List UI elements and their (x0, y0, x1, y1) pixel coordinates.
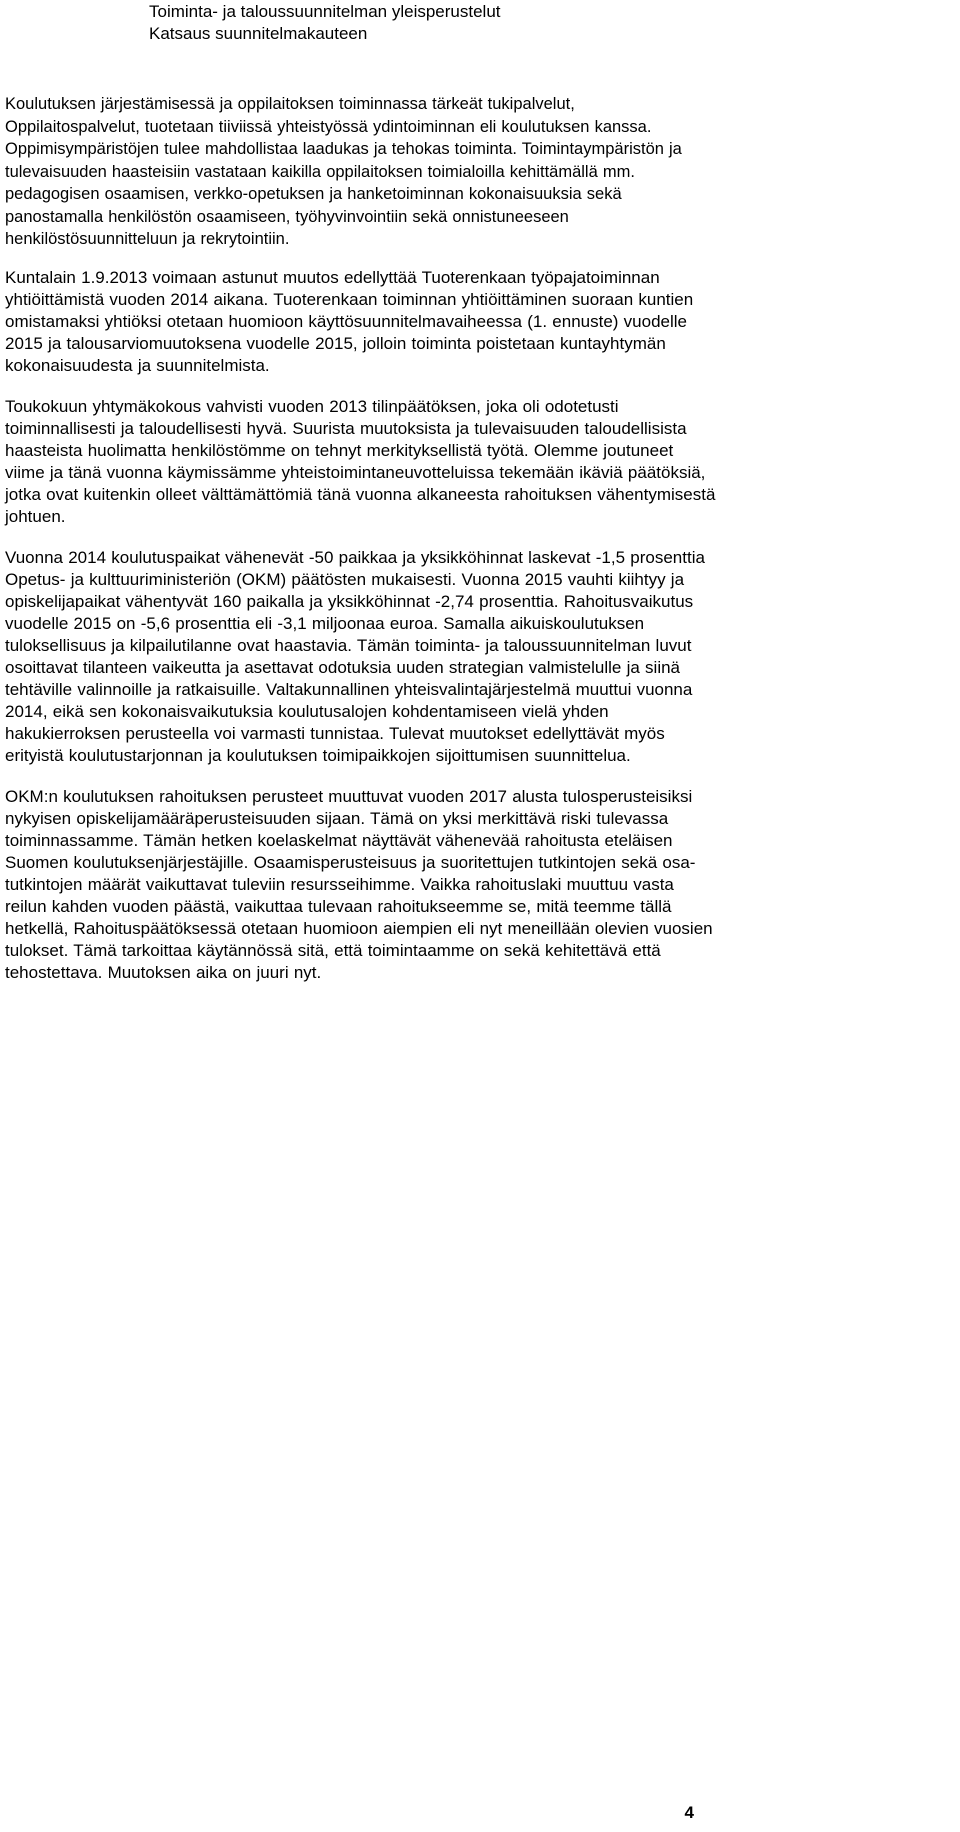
page-header (0, 0, 960, 48)
header-title: Toiminta- ja taloussuunnitelman yleisperustelut (149, 2, 501, 21)
page-number: 4 (684, 1803, 694, 1822)
header-subtitle: Katsaus suunnitelmakauteen (149, 24, 368, 43)
paragraph-annual-meeting: Toukokuun yhtymäkokous vahvisti vuoden 2013 tilinpäätöksen, joka oli odotetusti toiminnallisesti ja taloudellisesti hyvä. Suurista muutoksista ja tulevaisuuden taloudellisista haasteista huolimatta henkilöstömme on tehnyt merkityksellistä työtä. Olemme joutuneet viime ja tänä vuonna käymissämme yhteistoimintaneuvotteluissa tekemään ikäviä päätöksiä, jotka ovat kuitenkin olleet välttämättömiä tänä vuonna alkaneesta rahoituksen vähentymisestä johtuen. (5, 396, 716, 526)
paragraph-training-places: Vuonna 2014 koulutuspaikat vähenevät -50 paikkaa ja yksikköhinnat laskevat -1,5 prosenttia Opetus- ja kulttuuriministeriön (OKM) päätösten mukaisesti. Vuonna 2015 vauhti kiihtyy ja opiskelijapaikat vähentyvät 160 paikalla ja yksikköhinnat -2,74 prosenttia. Rahoitusvaikutus vuodelle 2015 on -5,6 prosenttia eli -3,1 miljoonaa euroa. Samalla aikuiskoulutuksen tuloksellisuus ja kilpailutilanne ovat haastavia. Tämän toiminta- ja taloussuunnitelman luvut osoittavat tilanteen vaikeutta ja asettavat odotuksia uuden strategian valmistelulle ja siinä tehtäville valinnoille ja ratkaisuille. Valtakunnallinen yhteisvalintajärjestelmä muuttui vuonna 2014, eikä sen kokonaisvaikutuksia koulutusalojen kohdentamiseen vielä yhden hakukierroksen perusteella voi varmasti tunnistaa. Tulevat muutokset edellyttävät myös erityistä koulutustarjonnan ja koulutuksen toimipaikkojen sijoittumisen suunnittelua. (5, 547, 705, 765)
paragraph-municipal-law: Kuntalain 1.9.2013 voimaan astunut muutos edellyttää Tuoterenkaan työpajatoiminnan yhtiöittämistä vuoden 2014 aikana. Tuoterenkaan toiminnan yhtiöittäminen suoraan kuntien omistamaksi yhtiöksi otetaan huomioon käyttösuunnitelmavaiheessa (1. ennuste) vuodelle 2015 ja talousarviomuutoksena vuodelle 2015, jolloin toiminta poistetaan kuntayhtymän kokonaisuudesta ja suunnitelmista. (5, 267, 694, 375)
paragraph-support-services: Koulutuksen järjestämisessä ja oppilaitoksen toiminnassa tärkeät tukipalvelut, Oppilaitospalvelut, tuotetaan tiiviissä yhteistyössä ydintoiminnan eli koulutuksen kanssa. Oppimisympäristöjen tulee mahdollistaa laadukas ja tehokas toiminta. Toimintaympäristön ja tulevaisuuden haasteisiin vastataan kaikilla oppilaitoksen toimialoilla kehittämällä mm. pedagogisen osaamisen, verkko-opetuksen ja hanketoiminnan kokonaisuuksia sekä panostamalla henkilöstön osaamiseen, työhyvinvointiin sekä onnistuneeseen henkilöstösuunnitteluun ja rekrytointiin. (5, 95, 682, 248)
document-body (5, 93, 955, 984)
paragraph-okm-funding: OKM:n koulutuksen rahoituksen perusteet muuttuvat vuoden 2017 alusta tulosperusteisiksi nykyisen opiskelijamääräperusteisuuden sijaan. Tämä on yksi merkittävä riski tulevassa toiminnassamme. Tämän hetken koelaskelmat näyttävät vähenevää rahoitusta eteläisen Suomen koulutuksenjärjestäjille. Osaamisperusteisuus ja suoritettujen tutkintojen sekä osa- tutkintojen määrät vaikuttavat tuleviin resursseihimme. Vaikka rahoituslaki muuttuu vasta reilun kahden vuoden päästä, vaikuttaa tulevaan rahoitukseemme se, mitä teemme tällä hetkellä, Rahoituspäätöksessä otetaan huomioon aiempien eli nyt meneillään olevien vuosien tulokset. Tämä tarkoittaa käytännössä sitä, että toimintaamme on sekä kehitettävä että tehostettava. Muutoksen aika on juuri nyt. (5, 786, 713, 982)
